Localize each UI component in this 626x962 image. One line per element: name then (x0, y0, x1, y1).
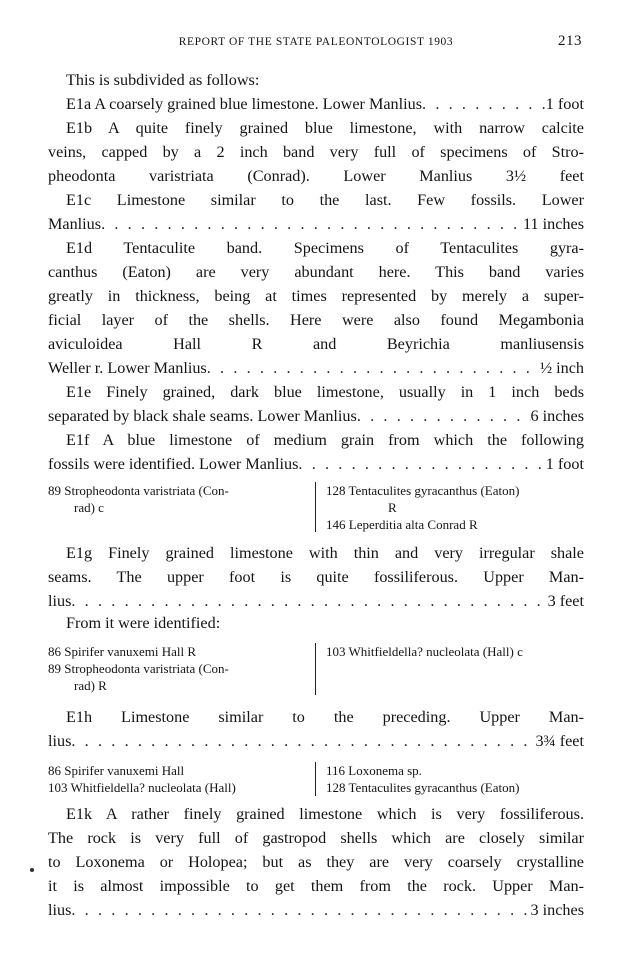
entry-text: Weller r. Lower Manlius (48, 359, 207, 377)
column-divider (315, 762, 316, 796)
dot-leader (71, 898, 530, 922)
entry-amount: 3 inches (530, 901, 584, 919)
text-line-e1h-2 (48, 729, 584, 753)
text-line-e1k-5 (48, 898, 584, 922)
text-line-e1d-6 (48, 356, 584, 380)
dot-leader (298, 452, 545, 476)
text-line-e1k-2: The rock is very full of gastropod shells which are closely similar (48, 829, 584, 847)
text-line-e1f-1: E1f A blue limestone of medium grain from which the following (66, 431, 584, 449)
entry-amount: 1 foot (545, 455, 584, 473)
fossil-entry: 86 Spirifer vanuxemi Hall R (48, 644, 197, 659)
fossil-entry: 86 Spirifer vanuxemi Hall (48, 763, 185, 778)
entry-text: Manlius (48, 215, 102, 233)
entry-amount: 1 foot (545, 95, 584, 113)
text-line-e1c-2 (48, 212, 584, 236)
running-head: REPORT OF THE STATE PALEONTOLOGIST 1903 (178, 36, 454, 48)
text-line-e1d-5: aviculoidea Hall R and Beyrichia manliusensis (48, 335, 584, 353)
entry-amount: 6 inches (530, 407, 584, 425)
fossil-entry: 103 Whitfieldella? nucleolata (Hall) (48, 780, 236, 795)
entry-amount: ½ inch (539, 359, 584, 377)
text-line-e1b-3: pheodonta varistriata (Conrad). Lower Manlius 3½ feet (48, 167, 584, 185)
text-line-e1h-1: E1h Limestone similar to the preceding. Upper Man- (66, 708, 584, 726)
entry-text: separated by black shale seams. Lower Manlius (48, 407, 357, 425)
fossil-entry: 146 Leperditia alta Conrad R (326, 517, 478, 532)
text-line-e1f-2 (48, 452, 584, 476)
column-divider (315, 482, 316, 532)
entry-text: lius (48, 732, 72, 750)
fossil-list-1 (48, 482, 584, 534)
fossil-entry: 128 Tentaculites gyracanthus (Eaton) (326, 483, 520, 498)
text-line-e1e-1: E1e Finely grained, dark blue limestone, usually in 1 inch beds (66, 383, 584, 401)
entry-text: E1a A coarsely grained blue limestone. Lower Manlius (66, 95, 423, 113)
dot-leader (71, 589, 547, 613)
fossil-entry-continued: R (388, 500, 397, 515)
entry-text: lius (48, 592, 72, 610)
column-divider (315, 643, 316, 695)
fossil-entry-continued: rad) R (74, 678, 107, 693)
dot-leader (357, 404, 531, 428)
fossil-entry: 89 Stropheodonta varistriata (Con- (48, 661, 229, 676)
text-line-e1a (66, 92, 584, 116)
text-line-e1d-4: ficial layer of the shells. Here were also found Megambonia (48, 311, 584, 329)
text-line-subdivided: This is subdivided as follows: (66, 71, 260, 89)
text-line-e1g-1: E1g Finely grained limestone with thin and very irregular shale (66, 544, 584, 562)
text-line-e1d-3: greatly in thickness, being at times represented by merely a super- (48, 287, 584, 305)
entry-amount: 3 feet (547, 592, 584, 610)
fossil-list-2 (48, 643, 584, 697)
fossil-list-3 (48, 762, 584, 798)
entry-text: lius (48, 901, 72, 919)
page-header (48, 30, 584, 54)
text-line-e1g-3 (48, 589, 584, 613)
text-line-e1b-1: E1b A quite finely grained blue limestone, with narrow calcite (66, 119, 584, 137)
entry-amount: 3¾ feet (535, 732, 584, 750)
text-line-e1b-2: veins, capped by a 2 inch band very full of specimens of Stro- (48, 143, 584, 161)
dot-leader (207, 356, 540, 380)
fossil-entry: 103 Whitfieldella? nucleolata (Hall) c (326, 644, 523, 659)
page-number: 213 (558, 33, 582, 49)
dot-leader (422, 92, 546, 116)
text-line-e1c-1: E1c Limestone similar to the last. Few fossils. Lower (66, 191, 584, 209)
fossil-entry-continued: rad) c (74, 500, 104, 515)
fossil-entry: 89 Stropheodonta varistriata (Con- (48, 483, 229, 498)
text-line-e1d-2: canthus (Eaton) are very abundant here. This band varies (48, 263, 584, 281)
margin-mark (30, 868, 34, 872)
text-line-identified: From it were identified: (66, 614, 221, 632)
entry-amount: 11 inches (523, 215, 584, 233)
text-line-e1k-1: E1k A rather finely grained limestone which is very fossiliferous. (66, 805, 584, 823)
fossil-entry: 116 Loxonema sp. (326, 763, 422, 778)
fossil-entry: 128 Tentaculites gyracanthus (Eaton) (326, 780, 520, 795)
text-line-e1g-2: seams. The upper foot is quite fossiliferous. Upper Man- (48, 568, 584, 586)
dot-leader (101, 212, 523, 236)
text-line-e1e-2 (48, 404, 584, 428)
text-line-e1d-1: E1d Tentaculite band. Specimens of Tentaculites gyra- (66, 239, 584, 257)
text-line-e1k-4: it is almost impossible to get them from the rock. Upper Man- (48, 877, 584, 895)
text-line-e1k-3: to Loxonema or Holopea; but as they are very coarsely crystalline (48, 853, 584, 871)
entry-text: fossils were identified. Lower Manlius (48, 455, 299, 473)
dot-leader (71, 729, 535, 753)
